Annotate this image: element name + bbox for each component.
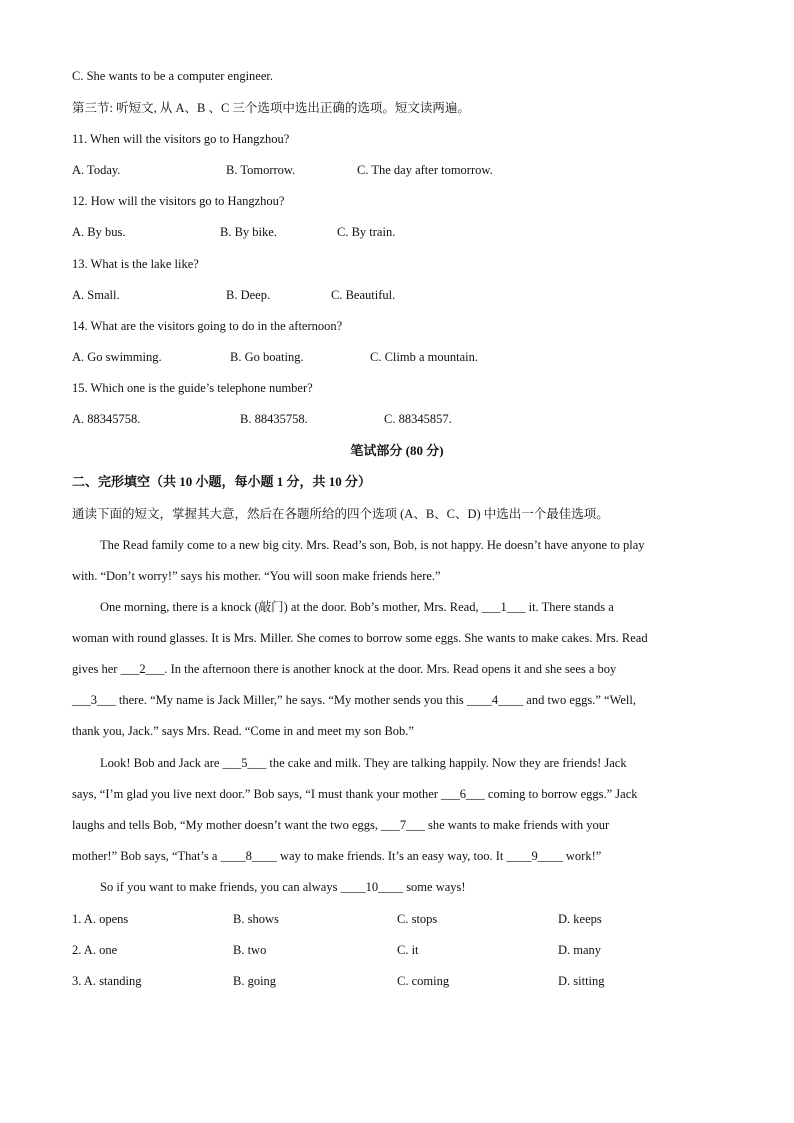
q12-option-c: C. By train.	[337, 225, 396, 239]
passage-line-2: with. “Don’t worry!” says his mother. “You will soon make friends here.”	[72, 569, 441, 583]
passage-line-10: laughs and tells Bob, “My mother doesn’t want the two eggs, ___7___ she wants to make friends with your	[72, 818, 610, 832]
section3-instruction: 第三节: 听短文, 从 A、B 、C 三个选项中选出正确的选项。短文读两遍。	[72, 101, 470, 115]
question-15: 15. Which one is the guide’s telephone number?	[72, 381, 313, 395]
cloze-heading: 二、完形填空（共 10 小题，每小题 1 分，共 10 分）	[72, 474, 372, 489]
q15-option-c: C. 88345857.	[384, 412, 452, 426]
q14-option-c: C. Climb a mountain.	[370, 350, 478, 364]
cloze2-option-c: C. it	[397, 943, 419, 957]
q11-option-a: A. Today.	[72, 163, 121, 177]
q11-option-c: C. The day after tomorrow.	[357, 163, 493, 177]
cloze-instruction: 通读下面的短文，掌握其大意，然后在各题所给的四个选项 (A、B、C、D) 中选出一个最佳选项。	[72, 507, 609, 521]
passage-line-7: thank you, Jack.” says Mrs. Read. “Come in and meet my son Bob.”	[72, 724, 414, 738]
passage-line-1: The Read family come to a new big city. Mrs. Read’s son, Bob, is not happy. He doesn’t have anyone to play	[100, 538, 645, 552]
passage-line-3: One morning, there is a knock (敲门) at the door. Bob’s mother, Mrs. Read, ___1___ it. There stands a	[100, 600, 614, 614]
q13-option-b: B. Deep.	[226, 288, 271, 302]
passage-line-8: Look! Bob and Jack are ___5___ the cake and milk. They are talking happily. Now they are friends! Jack	[100, 756, 627, 770]
cloze3-option-d: D. sitting	[558, 974, 605, 988]
q14-option-a: A. Go swimming.	[72, 350, 162, 364]
q13-option-c: C. Beautiful.	[331, 288, 396, 302]
cloze2-option-b: B. two	[233, 943, 267, 957]
cloze1-option-a: 1. A. opens	[72, 912, 129, 926]
passage-line-6: ___3___ there. “My name is Jack Miller,” he says. “My mother sends you this ____4____ and two eggs.” “Well,	[72, 693, 637, 707]
passage-line-4: woman with round glasses. It is Mrs. Miller. She comes to borrow some eggs. She wants to make cakes. Mrs. Read	[72, 631, 648, 645]
written-section-title: 笔试部分 (80 分)	[350, 443, 444, 458]
cloze1-option-b: B. shows	[233, 912, 279, 926]
passage-line-12: So if you want to make friends, you can always ____10____ some ways!	[100, 880, 466, 894]
q12-option-a: A. By bus.	[72, 225, 126, 239]
q12-option-b: B. By bike.	[220, 225, 277, 239]
cloze3-option-c: C. coming	[397, 974, 450, 988]
passage-line-9: says, “I’m glad you live next door.” Bob says, “I must thank your mother ___6___ coming to borrow eggs.” Jack	[72, 787, 638, 801]
passage-line-11: mother!” Bob says, “That’s a ____8____ way to make friends. It’s an easy way, too. It ____9____ work!”	[72, 849, 602, 863]
passage-line-5: gives her ___2___. In the afternoon there is another knock at the door. Mrs. Read opens it and she sees a boy	[72, 662, 617, 676]
q15-option-a: A. 88345758.	[72, 412, 141, 426]
cloze2-option-d: D. many	[558, 943, 602, 957]
question-14: 14. What are the visitors going to do in the afternoon?	[72, 319, 343, 333]
q15-option-b: B. 88435758.	[240, 412, 308, 426]
cloze3-option-a: 3. A. standing	[72, 974, 142, 988]
q11-option-b: B. Tomorrow.	[226, 163, 296, 177]
question-11: 11. When will the visitors go to Hangzhou?	[72, 132, 290, 146]
cloze1-option-d: D. keeps	[558, 912, 602, 926]
q14-option-b: B. Go boating.	[230, 350, 304, 364]
option-c-line: C. She wants to be a computer engineer.	[72, 69, 273, 83]
question-13: 13. What is the lake like?	[72, 257, 199, 271]
cloze1-option-c: C. stops	[397, 912, 438, 926]
q13-option-a: A. Small.	[72, 288, 120, 302]
cloze3-option-b: B. going	[233, 974, 277, 988]
cloze2-option-a: 2. A. one	[72, 943, 118, 957]
question-12: 12. How will the visitors go to Hangzhou?	[72, 194, 285, 208]
